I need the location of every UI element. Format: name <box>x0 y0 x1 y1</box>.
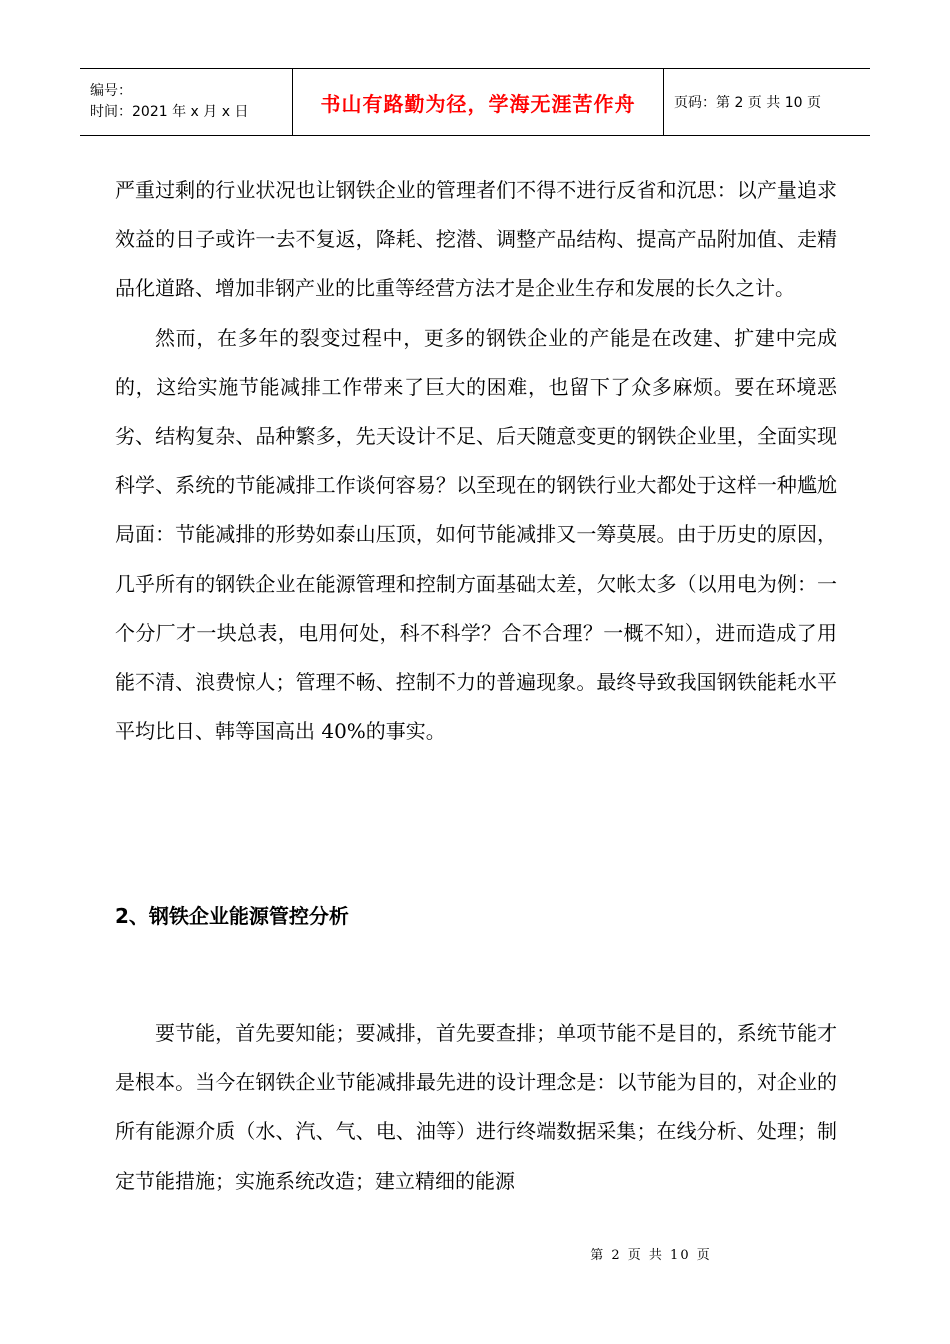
header-page-info: 页码：第 2 页 共 10 页 <box>664 69 871 136</box>
document-date: 时间：2021 年 x 月 x 日 <box>90 104 249 120</box>
page-footer <box>0 1244 950 1263</box>
section-text-block <box>115 1009 837 1206</box>
paragraph-difficulties: 然而，在多年的裂变过程中，更多的钢铁企业的产能是在改建、扩建中完成的，这给实施节能减排工作带来了巨大的困难，也留下了众多麻烦。要在环境恶劣、结构复杂、品种繁多，先天设计不足、后天随意变更的钢铁企业里，全面实现科学、系统的节能减排工作谈何容易？以至现在的钢铁行业大都处于这样一种尴尬局面：节能减排的形势如泰山压顶，如何节能减排又一筹莫展。由于历史的原因，几乎所有的钢铁企业在能源管理和控制方面基础太差，欠帐太多（以用电为例：一个分厂才一块总表，电用何处，科不科学？合不合理？一概不知），进而造成了用能不清、浪费惊人；管理不畅、控制不力的普遍现象。最终导致我国钢铁能耗水平平均比日、韩等国高出 40%的事实。 <box>115 325 837 744</box>
header-meta <box>80 69 293 136</box>
document-number-label: 编号： <box>90 83 132 99</box>
header-motto: 书山有路勤为径，学海无涯苦作舟 <box>293 69 664 136</box>
intro-text-block <box>115 166 837 756</box>
section-heading: 2、钢铁企业能源管控分析 <box>115 904 349 928</box>
page-header <box>80 68 870 136</box>
footer-page-number: 第 2 页 共 10 页 <box>590 1248 712 1263</box>
paragraph-energy-control: 要节能，首先要知能；要减排，首先要查排；单项节能不是目的，系统节能才是根本。当今在钢铁企业节能减排最先进的设计理念是：以节能为目的，对企业的所有能源介质（水、汽、气、电、油等）进行终端数据采集；在线分析、处理；制定节能措施；实施系统改造；建立精细的能源 <box>115 1021 837 1193</box>
paragraph-overcapacity: 严重过剩的行业状况也让钢铁企业的管理者们不得不进行反省和沉思：以产量追求效益的日子或许一去不复返，降耗、挖潜、调整产品结构、提高产品附加值、走精品化道路、增加非钢产业的比重等经营方法才是企业生存和发展的长久之计。 <box>115 178 837 301</box>
